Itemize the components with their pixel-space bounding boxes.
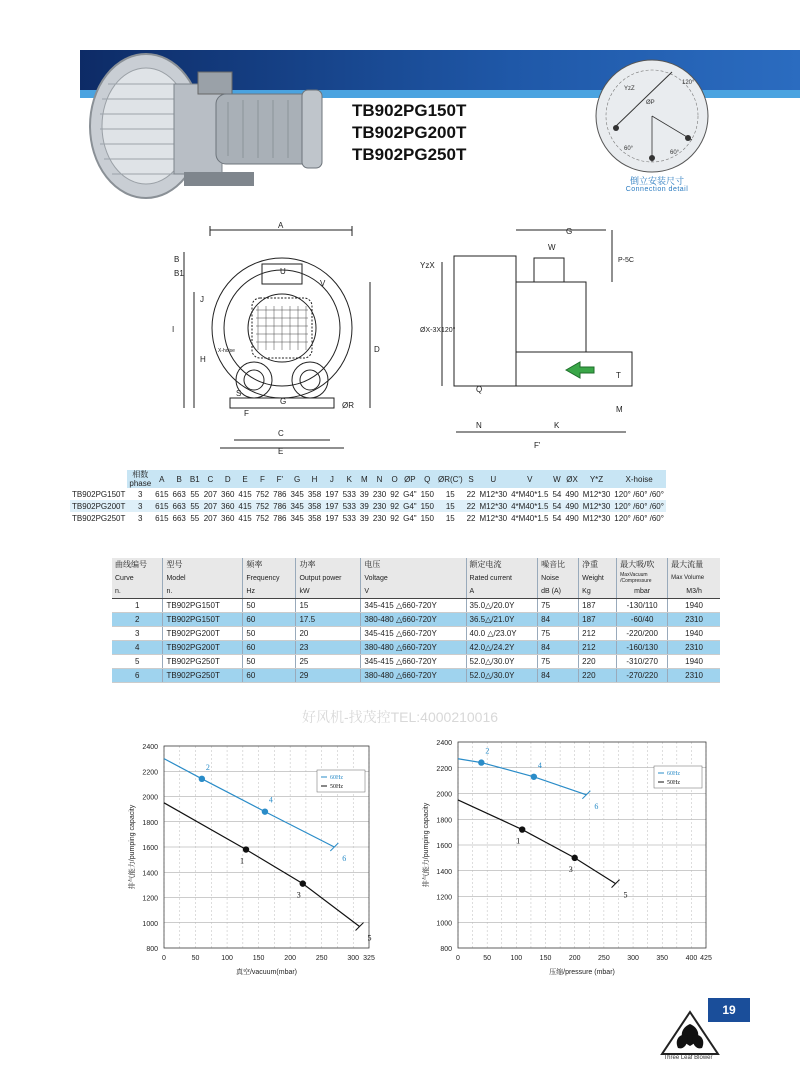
dim-col-header: S: [465, 470, 478, 488]
blower-photo: [88, 44, 328, 204]
y-tick-label: 2400: [142, 744, 158, 751]
point-label: 6: [342, 854, 347, 863]
y-tick-label: 800: [146, 946, 158, 953]
dim-table-header: [70, 470, 666, 488]
dim-col-header: B: [171, 470, 188, 488]
perf-row: 5 TB902PG250T 50 25 345-415 △660-720Y 52.0△/30.0Y 75 220 -310/270 1940: [112, 655, 720, 669]
x-tick-label: 250: [315, 955, 328, 962]
drawing-label: C: [278, 429, 284, 438]
point-label: 3: [568, 864, 573, 874]
three-leaf-logo-icon: [660, 1010, 720, 1056]
point-label: 1: [240, 856, 244, 866]
point-label: 2: [205, 762, 210, 772]
data-point: [199, 776, 205, 782]
conn-label: YzZ: [624, 86, 635, 92]
dim-col-header: C: [202, 470, 219, 488]
performance-table: [112, 558, 720, 683]
point-label: 4: [537, 760, 542, 770]
dim-col-header: W: [550, 470, 563, 488]
x-axis-label: 真空/vacuum(mbar): [235, 969, 298, 976]
x-tick-label: 150: [539, 955, 552, 962]
series-line: [164, 759, 334, 847]
dim-col-header: V: [509, 470, 550, 488]
perf-row: 3 TB902PG200T 50 20 345-415 △660-720Y 40.0 △/23.0Y 75 212 -220/200 1940: [112, 627, 720, 641]
vacuum-chart: [118, 736, 400, 988]
x-tick-label: 200: [568, 955, 581, 962]
dim-table-row: TB902PG150T 3 615 663 55 207 360 415 752 786 345 358 197 533 39 230 92 G4" 150 15 22 M12*30 4*M40*1.5 54 490 M12*30 120° /60° /60°: [72, 489, 664, 499]
dim-col-header: F': [271, 470, 288, 488]
x-tick-label: 200: [284, 955, 296, 962]
y-tick-label: 2000: [142, 794, 158, 802]
conn-label: ØP: [646, 100, 655, 106]
connection-detail-diagram: [594, 58, 712, 176]
perf-row: 4 TB902PG200T 60 23 380-480 △660-720Y 42.0△/24.2Y 84 212 -160/130 2310: [112, 641, 720, 655]
x-tick-label: 50: [483, 955, 492, 962]
dim-table-row: TB902PG250T 3 615 663 55 207 360 415 752 786 345 358 197 533 39 230 92 G4" 150 15 22 M12*30 4*M40*1.5 54 490 M12*30 120° /60° /60°: [72, 513, 664, 523]
drawing-label: U: [280, 267, 286, 276]
point-label: 1: [516, 836, 521, 846]
point-label: 4: [268, 795, 273, 805]
data-point: [572, 855, 578, 861]
y-tick-label: 1800: [142, 819, 158, 827]
y-tick-label: 1000: [436, 920, 452, 928]
drawing-label: D: [374, 345, 380, 354]
drawing-label: E: [278, 447, 284, 454]
model-title: TB902PG200T: [352, 123, 467, 142]
flow-arrow-icon: [566, 362, 594, 378]
point-label: 5: [623, 890, 628, 900]
point-label: 2: [485, 746, 490, 756]
drawing-label: ØR: [342, 401, 354, 410]
conn-label: 60°: [624, 146, 634, 152]
drawing-label: F': [534, 441, 541, 450]
drawing-label: A: [278, 222, 284, 230]
y-axis-label: 排气能力/pumping capacity: [423, 802, 430, 888]
drawing-label: B1: [174, 269, 184, 278]
drawing-label: G: [566, 227, 573, 236]
x-tick-label: 0: [162, 955, 166, 962]
drawing-label: J: [200, 295, 204, 304]
perf-header-en: Curve Model Frequency Output power Voltage Rated current Noise Weight MaxVacuum /Compressure Max Volume: [112, 571, 720, 585]
x-tick-label: 400: [685, 955, 698, 962]
perf-row: 2 TB902PG150T 60 17.5 380-480 △660-720Y 36.5△/21.0Y 84 187 -60/40 2310: [112, 613, 720, 627]
y-tick-label: 800: [440, 946, 452, 953]
drawing-label: F: [244, 409, 249, 418]
legend-entry: 50Hz: [330, 784, 343, 790]
y-tick-label: 1600: [142, 845, 158, 852]
page-number: 19: [708, 998, 750, 1022]
y-tick-label: 1000: [142, 920, 158, 928]
perf-row: 6 TB902PG250T 60 29 380-480 △660-720Y 52.0△/30.0Y 84 220 -270/220 2310: [112, 669, 720, 683]
y-tick-label: 1400: [436, 868, 452, 876]
y-tick-label: 1200: [142, 895, 158, 903]
y-tick-label: 1200: [436, 894, 452, 902]
drawing-label: H: [200, 355, 206, 364]
connection-caption-cn: 倒立安装尺寸: [629, 176, 684, 186]
x-tick-label: 300: [347, 955, 360, 962]
x-tick-label: 325: [363, 955, 375, 962]
x-tick-label: 50: [191, 955, 200, 962]
y-tick-label: 2000: [436, 791, 452, 799]
dim-col-header: M: [358, 470, 371, 488]
y-tick-label: 2200: [436, 765, 452, 773]
perf-units: n. n. Hz kW V A dB (A) Kg mbar M3/h: [112, 585, 720, 599]
perf-row: 1 TB902PG150T 50 15 345-415 △660-720Y 35.0△/20.0Y 75 187 -130/110 1940: [112, 599, 720, 613]
drawing-label: B: [174, 255, 180, 264]
conn-label: 60°: [670, 150, 680, 156]
conn-label: 120°: [682, 80, 695, 86]
drawing-label: G: [280, 397, 287, 406]
dim-col-header: H: [306, 470, 323, 488]
legend-entry: 60Hz: [330, 775, 343, 781]
dim-col-header: A: [153, 470, 170, 488]
drawing-label: N: [476, 421, 482, 430]
drawing-label: M: [616, 405, 623, 414]
y-tick-label: 1800: [436, 817, 452, 825]
point-label: 6: [594, 801, 599, 811]
x-tick-label: 150: [252, 955, 265, 962]
watermark: 好风机-找茂控TEL:4000210016: [301, 709, 499, 725]
dim-col-header: B1: [188, 470, 202, 488]
model-titles: [352, 100, 466, 166]
drawing-label: P-5C: [618, 257, 634, 264]
data-point: [519, 826, 525, 832]
data-point: [531, 774, 537, 780]
data-point: [478, 759, 484, 765]
dim-col-header: N: [371, 470, 388, 488]
pressure-chart: [410, 732, 720, 988]
dim-col-header: Y*Z: [581, 470, 613, 488]
dim-col-header: E: [236, 470, 253, 488]
drawing-label: Q: [476, 385, 483, 394]
x-tick-label: 350: [656, 955, 669, 962]
dim-col-header: Q: [419, 470, 436, 488]
front-view-drawing: [170, 222, 390, 454]
dim-col-header: G: [288, 470, 305, 488]
drawing-label: YzX: [420, 261, 435, 270]
drawing-label: I: [172, 325, 175, 334]
side-view-drawing: [416, 222, 642, 454]
y-tick-label: 2200: [142, 769, 158, 777]
series-line: [164, 803, 360, 927]
drawing-label: S: [236, 389, 242, 398]
y-tick-label: 1400: [142, 870, 158, 878]
x-tick-label: 425: [700, 955, 712, 962]
series-line: [458, 759, 586, 795]
legend-entry: 50Hz: [667, 780, 680, 786]
data-point: [243, 846, 249, 852]
dim-table-row: TB902PG200T 3 615 663 55 207 360 415 752 786 345 358 197 533 39 230 92 G4" 150 15 22 M12*30 4*M40*1.5 54 490 M12*30 120° /60° /60°: [72, 501, 664, 511]
dim-col-header: ØX: [563, 470, 580, 488]
x-tick-label: 0: [456, 955, 460, 962]
data-point: [300, 880, 306, 886]
x-tick-label: 250: [598, 955, 610, 962]
dim-col-header: K: [341, 470, 358, 488]
dim-header-phase: 相数 phase: [129, 470, 152, 488]
dim-col-header: X-hoise: [612, 470, 666, 488]
dim-col-header: O: [388, 470, 401, 488]
drawing-label: ØX-3X120°: [420, 327, 456, 334]
model-title: TB902PG150T: [352, 101, 467, 120]
point-label: 5: [367, 933, 372, 943]
y-tick-label: 1600: [436, 843, 452, 850]
x-axis-label: 压缩/pressure (mbar): [549, 969, 615, 976]
dim-col-header: ØR(C'): [436, 470, 465, 488]
series-line: [458, 800, 616, 884]
y-tick-label: 2400: [436, 740, 452, 747]
x-tick-label: 300: [627, 955, 639, 962]
point-label: 3: [296, 890, 301, 900]
drawing-label: K: [554, 421, 560, 430]
model-title: TB902PG250T: [352, 145, 467, 164]
drawing-label: T: [616, 371, 621, 380]
drawing-label: V: [320, 279, 326, 288]
data-point: [262, 808, 268, 814]
brand-name: Three Leaf Blower: [663, 1055, 713, 1061]
dimension-table: [70, 470, 666, 524]
legend-entry: 60Hz: [667, 771, 680, 777]
dim-col-header: J: [323, 470, 340, 488]
dim-col-header: F: [254, 470, 271, 488]
drawing-label: W: [548, 243, 556, 252]
y-axis-label: 排气能力/pumping capacity: [129, 804, 136, 890]
connection-caption-en: Connection detail: [625, 186, 689, 193]
x-tick-label: 100: [221, 955, 233, 962]
perf-header-cn: 曲线编号 型号 频率 功率 电压 额定电流 噪音比 净重 最大吸/吹 最大流量: [112, 558, 720, 571]
dim-col-header: D: [219, 470, 236, 488]
drawing-label: X-hoise: [218, 348, 235, 354]
dim-col-header: U: [478, 470, 510, 488]
x-tick-label: 100: [510, 955, 523, 962]
dim-col-header: ØP: [401, 470, 419, 488]
